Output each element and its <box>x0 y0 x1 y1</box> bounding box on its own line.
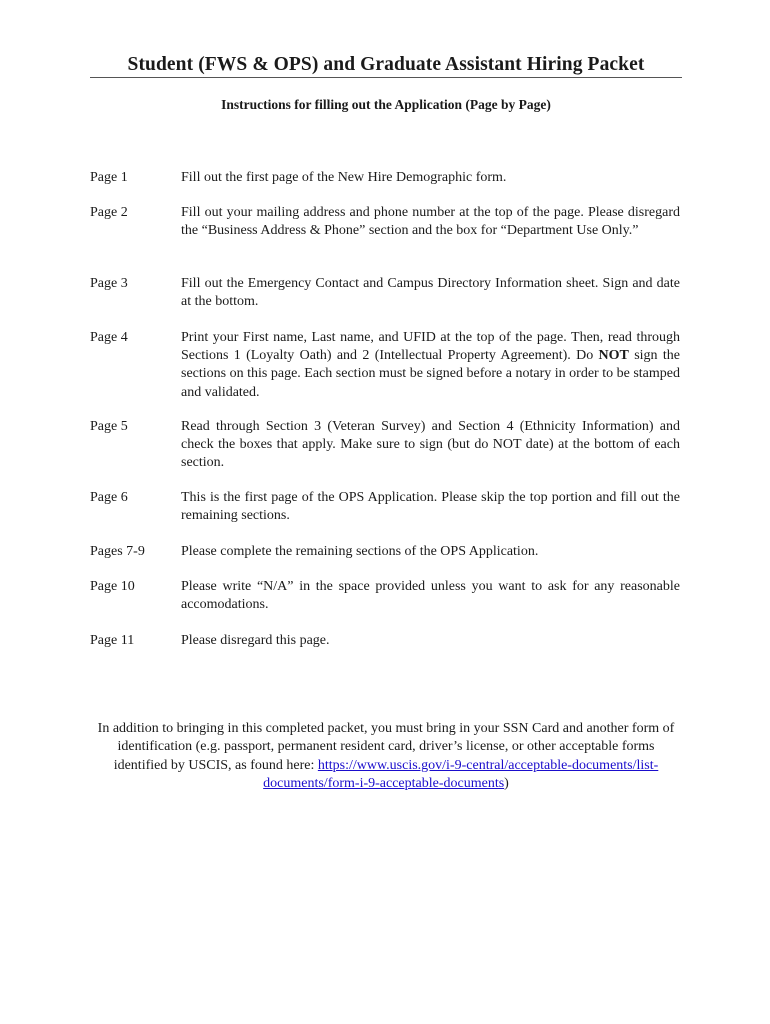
instruction-text: Please complete the remaining sections of the OPS Application. <box>181 544 539 559</box>
instruction-text: Fill out the Emergency Contact and Campus Directory Information sheet. Sign and date at the bottom. <box>181 276 680 310</box>
instruction-page-label: Page 10 <box>90 579 135 594</box>
title-underline <box>90 77 682 78</box>
instruction-page-label: Page 2 <box>90 205 128 220</box>
page-subtitle: Instructions for filling out the Application (Page by Page) <box>221 97 551 112</box>
closing-note <box>90 720 682 793</box>
instruction-page-label: Page 3 <box>90 276 128 291</box>
instruction-page-label: Page 1 <box>90 170 128 185</box>
instruction-text: Fill out your mailing address and phone number at the top of the page. Please disregard the “Business Address & Phone” section and the box for “Department Use Only.” <box>181 205 680 239</box>
instruction-page-label: Pages 7-9 <box>90 544 145 559</box>
instruction-text: Please write “N/A” in the space provided unless you want to ask for any reasonable accomodations. <box>181 579 680 613</box>
closing-text: In addition to bringing in this completed packet, you must bring in your SSN Card and another form of identification (e.g. passport, permanent resident card, driver’s license, or other acceptable forms identified by USCIS, as found here: <box>97 721 675 773</box>
instruction-page-label: Page 11 <box>90 633 135 648</box>
instruction-text: Please disregard this page. <box>181 633 330 648</box>
uscis-documents-link[interactable]: https://www.uscis.gov/i-9-central/acceptable-documents/list-documents/form-i-9-acceptable-documents <box>263 757 659 791</box>
page-title: Student (FWS & OPS) and Graduate Assistant Hiring Packet <box>127 54 645 75</box>
emphasis-not: NOT <box>598 348 629 364</box>
instruction-text: Fill out the first page of the New Hire Demographic form. <box>181 170 507 185</box>
closing-text-end: ) <box>504 775 509 791</box>
instruction-text: This is the first page of the OPS Application. Please skip the top portion and fill out the remaining sections. <box>181 490 680 524</box>
instruction-page-label: Page 4 <box>90 330 128 345</box>
instruction-page-label: Page 5 <box>90 419 128 434</box>
instruction-text: Read through Section 3 (Veteran Survey) and Section 4 (Ethnicity Information) and check the boxes that apply. Make sure to sign (but do NOT date) at the bottom of each section. <box>181 419 680 471</box>
instruction-text <box>181 329 680 402</box>
instruction-text-part: sign the sections on this page. Each section must be signed before a notary in order to be stamped and validated. <box>181 348 680 400</box>
instruction-text-part: Print your First name, Last name, and UFID at the top of the page. Then, read through Sections 1 (Loyalty Oath) and 2 (Intellectual Property Agreement). Do <box>181 330 680 364</box>
instruction-page-label: Page 6 <box>90 490 128 505</box>
